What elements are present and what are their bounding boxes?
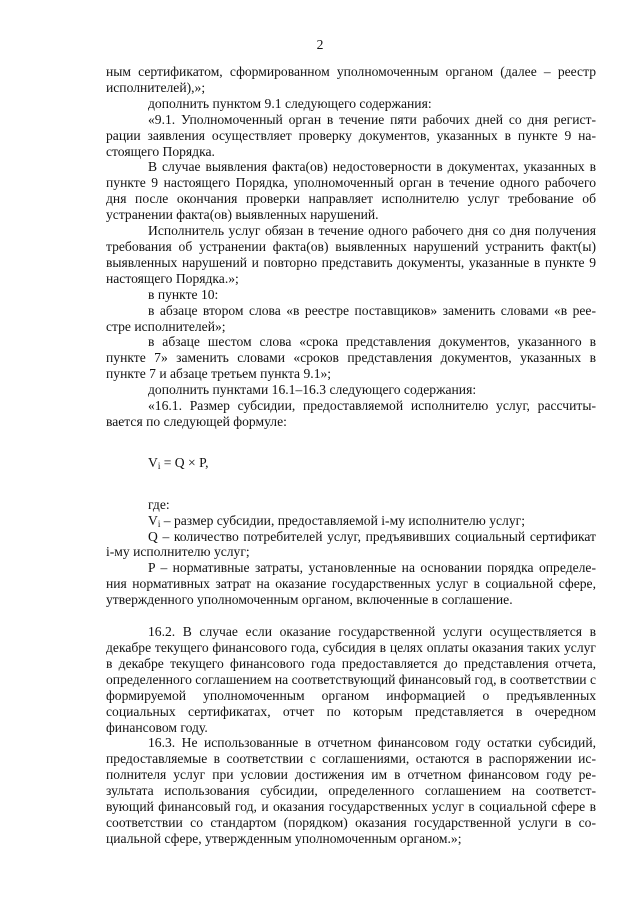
definition: P – нормативные затраты, установленные на основании порядка определения нормативных затрат на оказание государственных услуг в социальной сфере, утвержденного уполномоченным органом, включенные в соглашение.	[106, 560, 596, 608]
definition: $V_i$ – размер субсидии, предоставляемой i-му исполнителю услуг;	[148, 512, 525, 529]
paragraph: В случае выявления факта(ов) недостоверности в документах, указанных в пункте 9 настоящего Порядка, уполномоченный орган в течение одного рабочего дня после окончания проверки направляет исполнителю услуг требование об устранении факта(ов) выявленных нарушений.	[106, 159, 596, 223]
paragraph: ным сертификатом, сформированном уполномоченным органом (далее – реестр исполнителей),»;	[106, 64, 596, 95]
paragraph: «16.1. Размер субсидии, предоставляемой исполнителю услуг, рассчитывается по следующей формуле:	[106, 398, 596, 429]
paragraph: Исполнитель услуг обязан в течение одного рабочего дня со дня получения требования об устранении факта(ов) выявленных нарушений устранить факт(ы) выявленных нарушений и повторно представить документы, указанные в пункте 9 настоящего Порядка.»;	[106, 223, 596, 286]
document-body	[106, 64, 596, 847]
page-number: 2	[316, 37, 324, 52]
formula-lhs: V	[148, 454, 158, 470]
definition: Q – количество потребителей услуг, предъявивших социальный сертификат i-му исполнителю услуг;	[106, 528, 596, 560]
where-label: где:	[148, 496, 170, 512]
paragraph: 16.3. Не использованные в отчетном финансовом году остатки субсидий, предоставляемые в соответствии с соглашениями, остаются в распоряжении исполнителя услуг при условии достижения им в отчетном финансовом году результата использования субсидии, определенного соглашением на соответствующий финансовый год, и оказания государственных услуг в социальной сфере в соответствии со стандартом (порядком) оказания государственной услуги в социальной сфере, утвержденным уполномоченным органом.»;	[106, 735, 596, 846]
paragraph: дополнить пунктами 16.1–16.3 следующего содержания:	[148, 382, 477, 398]
paragraph: в абзаце шестом слова «срока представления документов, указанного в пункте 7» заменить словами «сроков представления документов, указанных в пункте 7 и абзаце третьем пункта 9.1»;	[106, 334, 596, 382]
paragraph: дополнить пунктом 9.1 следующего содержания:	[148, 95, 432, 111]
paragraph: в абзаце втором слова «в реестре поставщиков» заменить словами «в реестре исполнителей»;	[106, 302, 596, 334]
formula-lhs-subscript: i	[157, 460, 161, 471]
formula	[148, 455, 596, 471]
paragraph: 16.2. В случае если оказание государственной услуги осуществляется в декабре текущего финансового года, субсидия в целях оплаты оказания таких услуг в декабре текущего финансового года предоставляется до представления отчета, определенного соглашением на соответствующий финансовый год, в соответствии с формируемой уполномоченным органом информацией о предъявленных социальных сертификатах, отчет по которым представляется в очередном финансовом году.	[106, 624, 596, 735]
formula-rhs: = Q × P,	[160, 454, 209, 470]
paragraph: в пункте 10:	[148, 286, 219, 302]
paragraph: «9.1. Уполномоченный орган в течение пяти рабочих дней со дня регистрации заявления осуществляет проверку документов, указанных в пункте 9 настоящего Порядка.	[106, 111, 596, 159]
paragraph-gap	[106, 608, 596, 624]
